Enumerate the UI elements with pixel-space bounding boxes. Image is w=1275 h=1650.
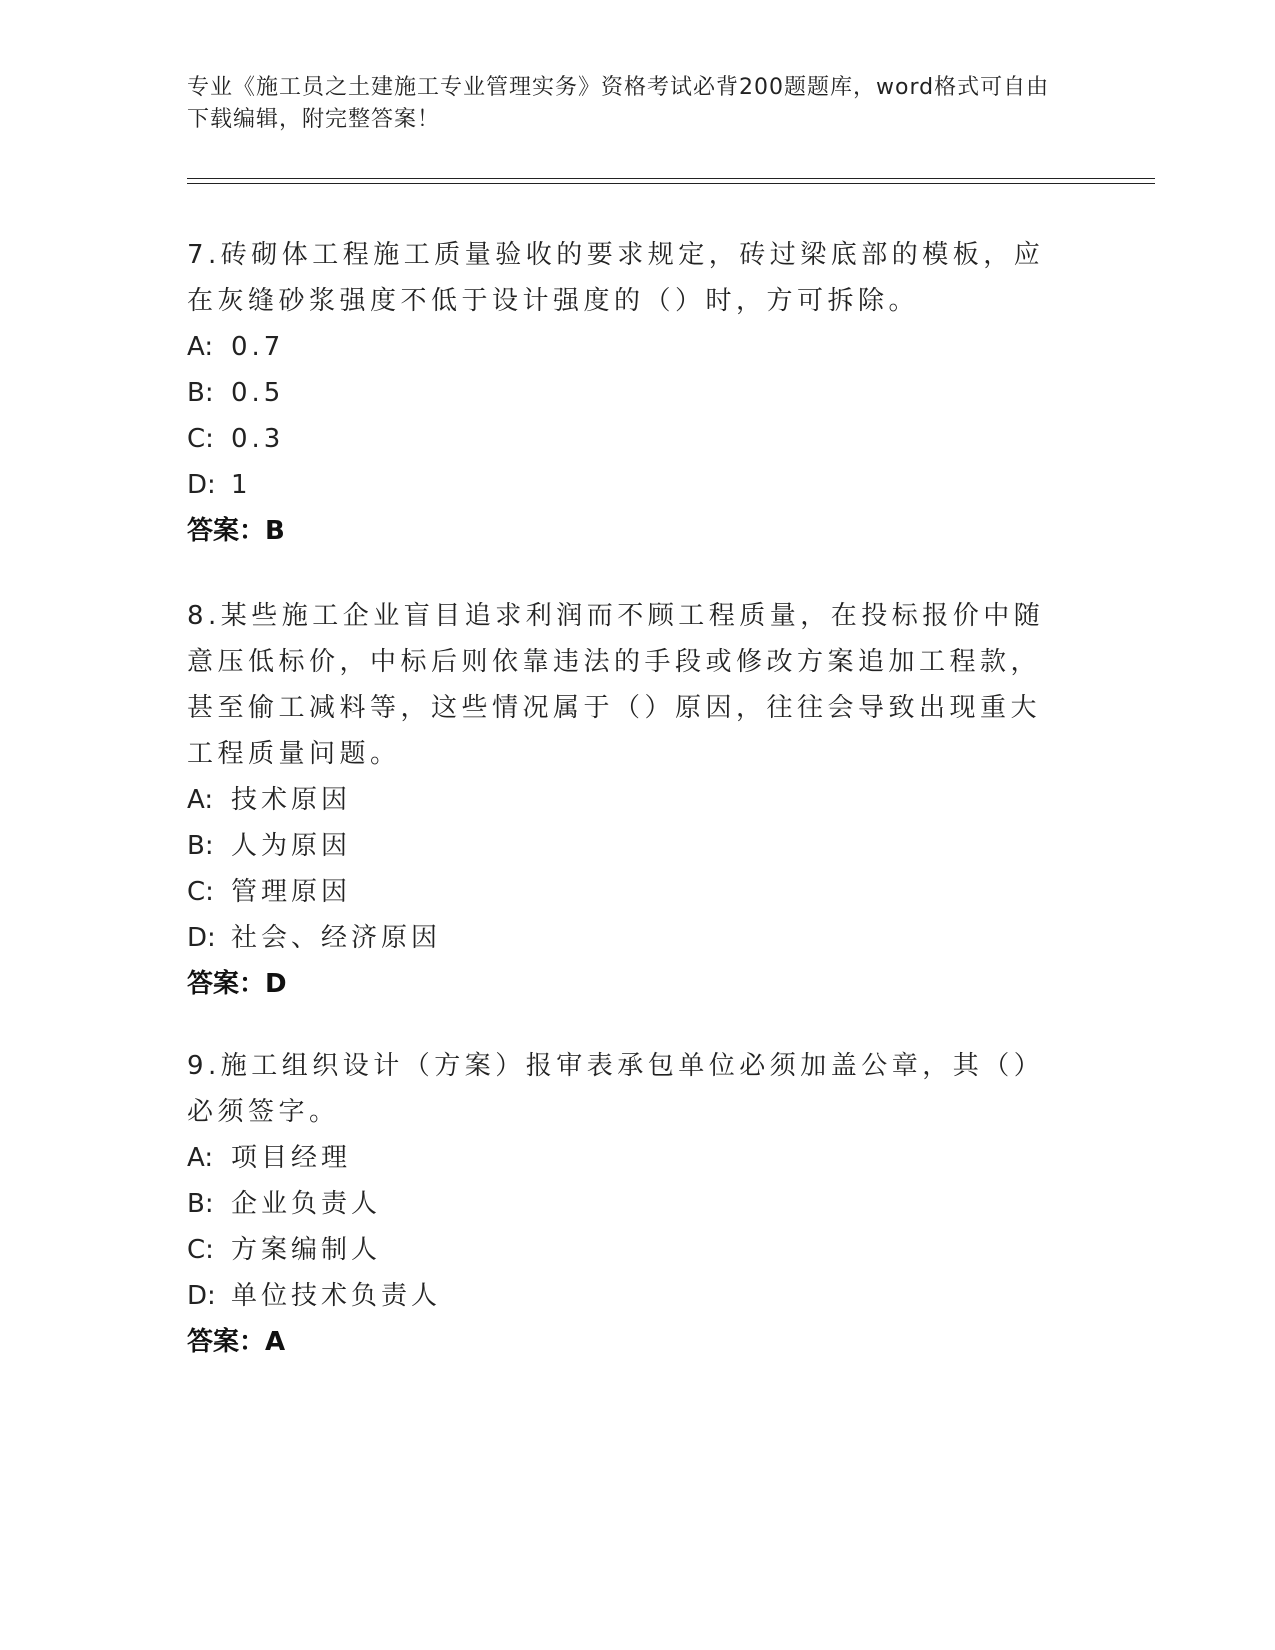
option-letter: B: — [187, 1189, 214, 1219]
option-text: 技术原因 — [231, 785, 352, 815]
option-letter: C: — [187, 424, 214, 454]
option-c — [187, 869, 1067, 915]
option-b — [187, 370, 1067, 416]
option-letter: C: — [187, 877, 214, 907]
option-text: 管理原因 — [231, 877, 352, 907]
option-a — [187, 1135, 1067, 1181]
option-text: 方案编制人 — [231, 1235, 382, 1265]
question-8 — [187, 593, 1067, 1007]
option-letter: B: — [187, 831, 214, 861]
option-text: 社会、经济原因 — [231, 923, 442, 953]
option-b — [187, 1181, 1067, 1227]
option-text: 企业负责人 — [231, 1189, 382, 1219]
option-d — [187, 1273, 1067, 1319]
option-letter: D: — [187, 1281, 216, 1311]
option-text: 项目经理 — [231, 1143, 352, 1173]
question-stem: 9.施工组织设计（方案）报审表承包单位必须加盖公章，其（）必须签字。 — [187, 1051, 1045, 1127]
option-c — [187, 416, 1067, 462]
option-d — [187, 915, 1067, 961]
answer: 答案：D — [187, 969, 287, 999]
header-divider-top — [187, 178, 1155, 179]
option-text: 0.7 — [231, 332, 285, 362]
header-divider-bottom — [187, 183, 1155, 184]
option-d — [187, 462, 1067, 508]
option-letter: C: — [187, 1235, 214, 1265]
option-letter: A: — [187, 332, 214, 362]
option-letter: A: — [187, 1143, 214, 1173]
option-a — [187, 324, 1067, 370]
question-9 — [187, 1043, 1067, 1365]
option-b — [187, 823, 1067, 869]
option-letter: A: — [187, 785, 214, 815]
question-stem: 7.砖砌体工程施工质量验收的要求规定，砖过梁底部的模板，应在灰缝砂浆强度不低于设计强度的（）时，方可拆除。 — [187, 240, 1045, 316]
question-7 — [187, 232, 1067, 554]
option-text: 人为原因 — [231, 831, 352, 861]
document-header: 专业《施工员之土建施工专业管理实务》资格考试必背200题题库，word格式可自由下载编辑，附完整答案！ — [187, 75, 1050, 132]
option-letter: D: — [187, 923, 216, 953]
option-a — [187, 777, 1067, 823]
option-letter: B: — [187, 378, 214, 408]
option-c — [187, 1227, 1067, 1273]
option-letter: D: — [187, 470, 216, 500]
answer: 答案：A — [187, 1327, 286, 1357]
question-stem: 8.某些施工企业盲目追求利润而不顾工程质量，在投标报价中随意压低标价，中标后则依靠违法的手段或修改方案追加工程款，甚至偷工减料等，这些情况属于（）原因，往往会导致出现重大工程质量问题。 — [187, 601, 1045, 769]
option-text: 单位技术负责人 — [231, 1281, 442, 1311]
option-text: 0.3 — [231, 424, 285, 454]
option-text: 1 — [231, 470, 252, 500]
option-text: 0.5 — [231, 378, 285, 408]
answer: 答案：B — [187, 516, 285, 546]
